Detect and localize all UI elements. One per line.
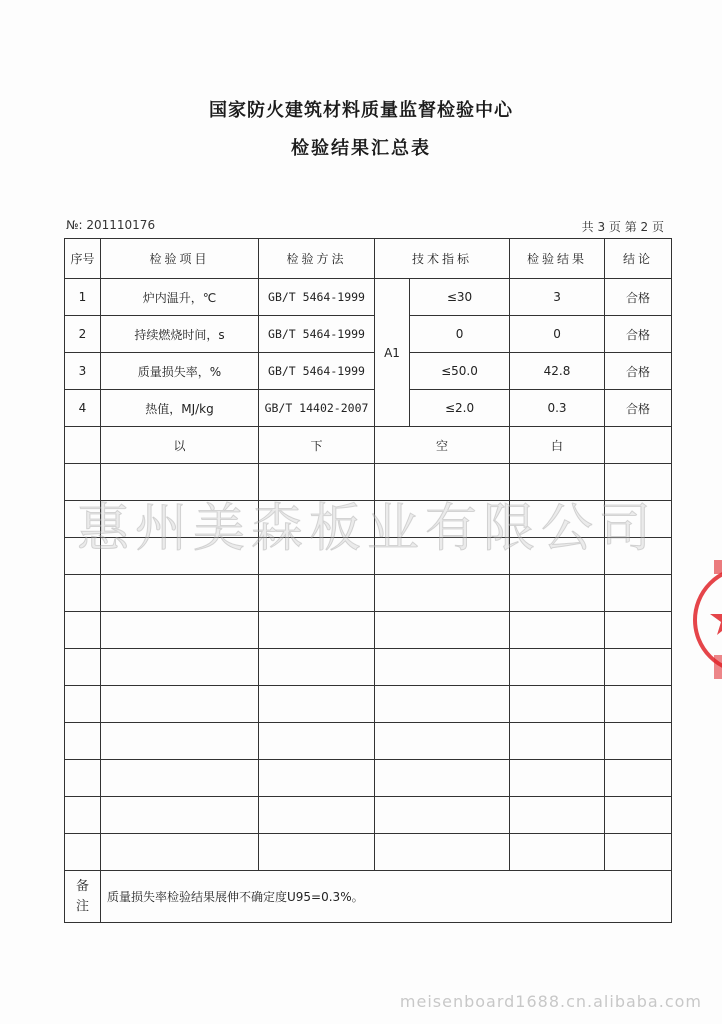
empty-cell	[65, 427, 101, 464]
header-no: 序号	[65, 239, 101, 279]
row-spec: 0	[410, 316, 510, 353]
row-item: 热值，MJ/kg	[101, 390, 259, 427]
blank-marker-2: 下	[259, 427, 375, 464]
empty-row	[65, 760, 672, 797]
row-item: 炉内温升，℃	[101, 279, 259, 316]
row-method: GB/T 14402-2007	[259, 390, 375, 427]
table-row	[65, 316, 672, 353]
header-conclusion: 结论	[605, 239, 672, 279]
page-info: 共 3 页 第 2 页	[581, 220, 664, 234]
note-row	[65, 871, 672, 923]
footer-url: meisenboard1688.cn.alibaba.com	[399, 992, 702, 1011]
header-item: 检验项目	[101, 239, 259, 279]
table-row	[65, 353, 672, 390]
empty-row	[65, 464, 672, 501]
empty-row	[65, 575, 672, 612]
row-result: 3	[510, 279, 605, 316]
document-number-label: №:	[66, 218, 83, 232]
note-label	[65, 871, 101, 923]
row-item: 质量损失率，%	[101, 353, 259, 390]
row-spec: ≤50.0	[410, 353, 510, 390]
results-table	[64, 238, 672, 923]
document-number	[66, 218, 155, 232]
row-spec: ≤2.0	[410, 390, 510, 427]
empty-row	[65, 723, 672, 760]
blank-marker-1: 以	[101, 427, 259, 464]
row-result: 42.8	[510, 353, 605, 390]
empty-row	[65, 797, 672, 834]
empty-row	[65, 649, 672, 686]
note-text: 质量损失率检验结果展伸不确定度U95=0.3%。	[101, 871, 672, 923]
note-label-char-1: 备	[75, 878, 89, 894]
row-conclusion: 合格	[605, 316, 672, 353]
empty-row	[65, 612, 672, 649]
empty-row	[65, 538, 672, 575]
header-method: 检验方法	[259, 239, 375, 279]
row-spec: ≤30	[410, 279, 510, 316]
empty-cell	[605, 427, 672, 464]
document-subtitle: 检验结果汇总表	[291, 138, 431, 159]
blank-marker-row	[65, 427, 672, 464]
row-no: 2	[65, 316, 101, 353]
row-no: 4	[65, 390, 101, 427]
row-method: GB/T 5464-1999	[259, 353, 375, 390]
table-header-row	[65, 239, 672, 279]
empty-row	[65, 686, 672, 723]
blank-marker-4: 白	[510, 427, 605, 464]
red-seal-stamp	[692, 540, 722, 700]
row-no: 1	[65, 279, 101, 316]
table-row	[65, 279, 672, 316]
document-number-value: 201110176	[86, 218, 156, 232]
row-conclusion: 合格	[605, 279, 672, 316]
row-item: 持续燃烧时间，s	[101, 316, 259, 353]
table-row	[65, 390, 672, 427]
blank-marker-3: 空	[375, 427, 510, 464]
row-conclusion: 合格	[605, 353, 672, 390]
row-no: 3	[65, 353, 101, 390]
note-label-char-2: 注	[75, 898, 89, 914]
row-method: GB/T 5464-1999	[259, 279, 375, 316]
empty-row	[65, 834, 672, 871]
header-result: 检验结果	[510, 239, 605, 279]
row-conclusion: 合格	[605, 390, 672, 427]
empty-row	[65, 501, 672, 538]
row-result: 0.3	[510, 390, 605, 427]
document-title: 国家防火建筑材料质量监督检验中心	[209, 100, 513, 121]
class-label: A1	[375, 279, 410, 427]
row-result: 0	[510, 316, 605, 353]
header-spec: 技术指标	[375, 239, 510, 279]
row-method: GB/T 5464-1999	[259, 316, 375, 353]
company-watermark: 惠州美森板业有限公司	[76, 499, 657, 559]
